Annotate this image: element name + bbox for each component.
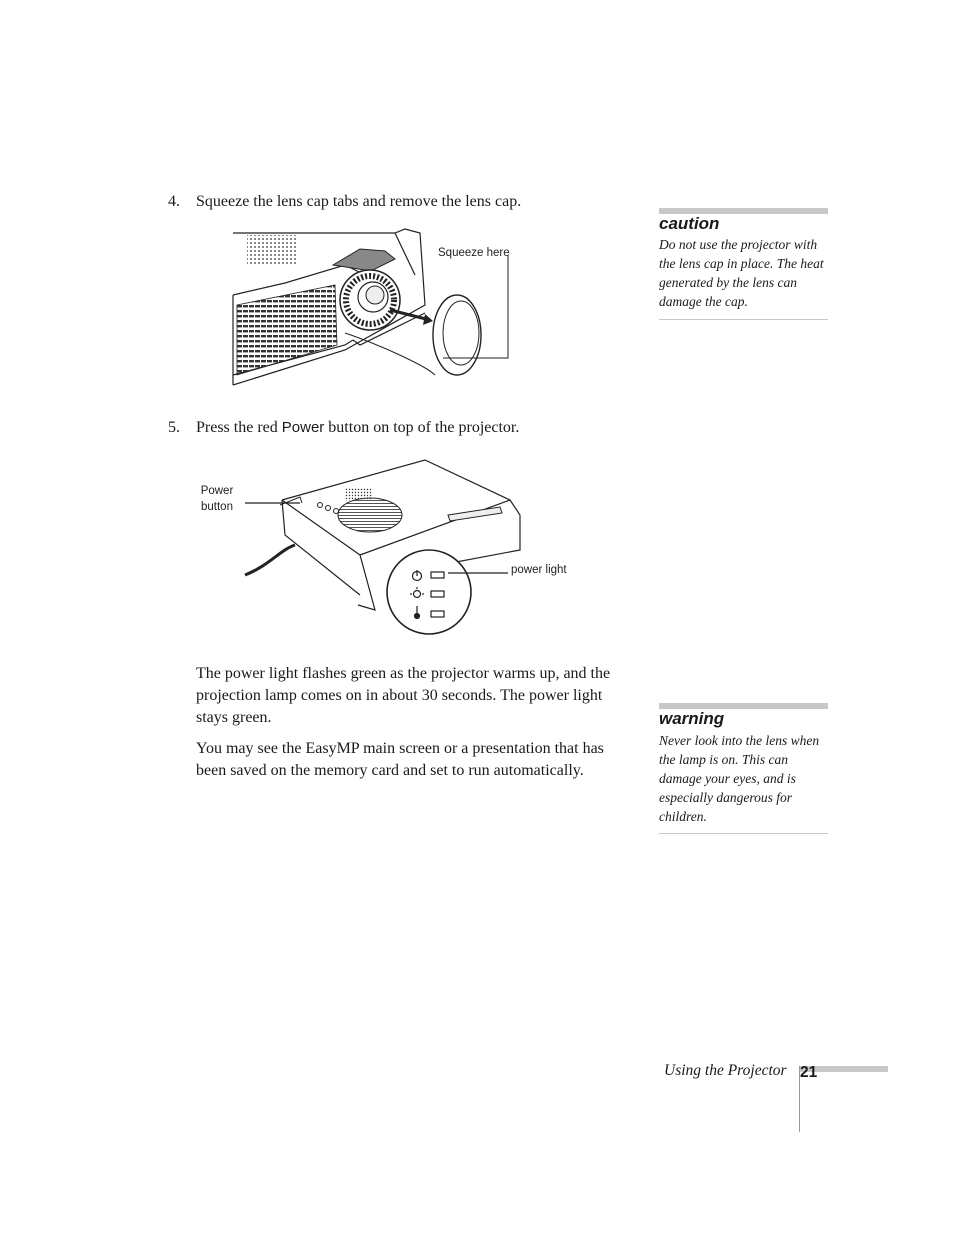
step-4-number: 4. xyxy=(168,193,180,210)
power-light-callout: power light xyxy=(511,564,567,576)
warning-bottom-rule xyxy=(659,833,828,834)
paragraph-easymp: You may see the EasyMP main screen or a presentation that has been saved on the memory card and set to run automatically. xyxy=(196,740,604,779)
power-button-callout-line2: button xyxy=(201,501,233,513)
footer-section-title: Using the Projector xyxy=(664,1062,787,1079)
paragraph-power-light: The power light flashes green as the projector warms up, and the projection lamp comes on in about 30 seconds. The power light stays green. xyxy=(196,665,611,726)
power-keyword: Power xyxy=(281,419,325,436)
power-button-callout-line1: Power xyxy=(200,485,234,497)
step-5-text-after: button on top of the projector. xyxy=(324,419,520,436)
projector-illustration xyxy=(240,455,540,640)
warning-title: warning xyxy=(659,709,725,728)
page-number: 21 xyxy=(800,1064,818,1081)
caution-text: Do not use the projector with the lens cap in place. The heat generated by the lens can damage the cap. xyxy=(659,237,824,309)
step-5-text xyxy=(196,417,636,439)
step-4-text: Squeeze the lens cap tabs and remove the lens cap. xyxy=(196,193,522,210)
caution-bottom-rule xyxy=(659,319,828,320)
squeeze-here-callout: Squeeze here xyxy=(438,247,510,259)
warning-text: Never look into the lens when the lamp is on. This can damage your eyes, and is especially dangerous for children. xyxy=(659,733,820,824)
step-5-number: 5. xyxy=(168,419,180,436)
power-button-callout xyxy=(199,483,235,515)
step-5-text-before: Press the red xyxy=(196,419,282,436)
caution-title: caution xyxy=(659,214,720,233)
